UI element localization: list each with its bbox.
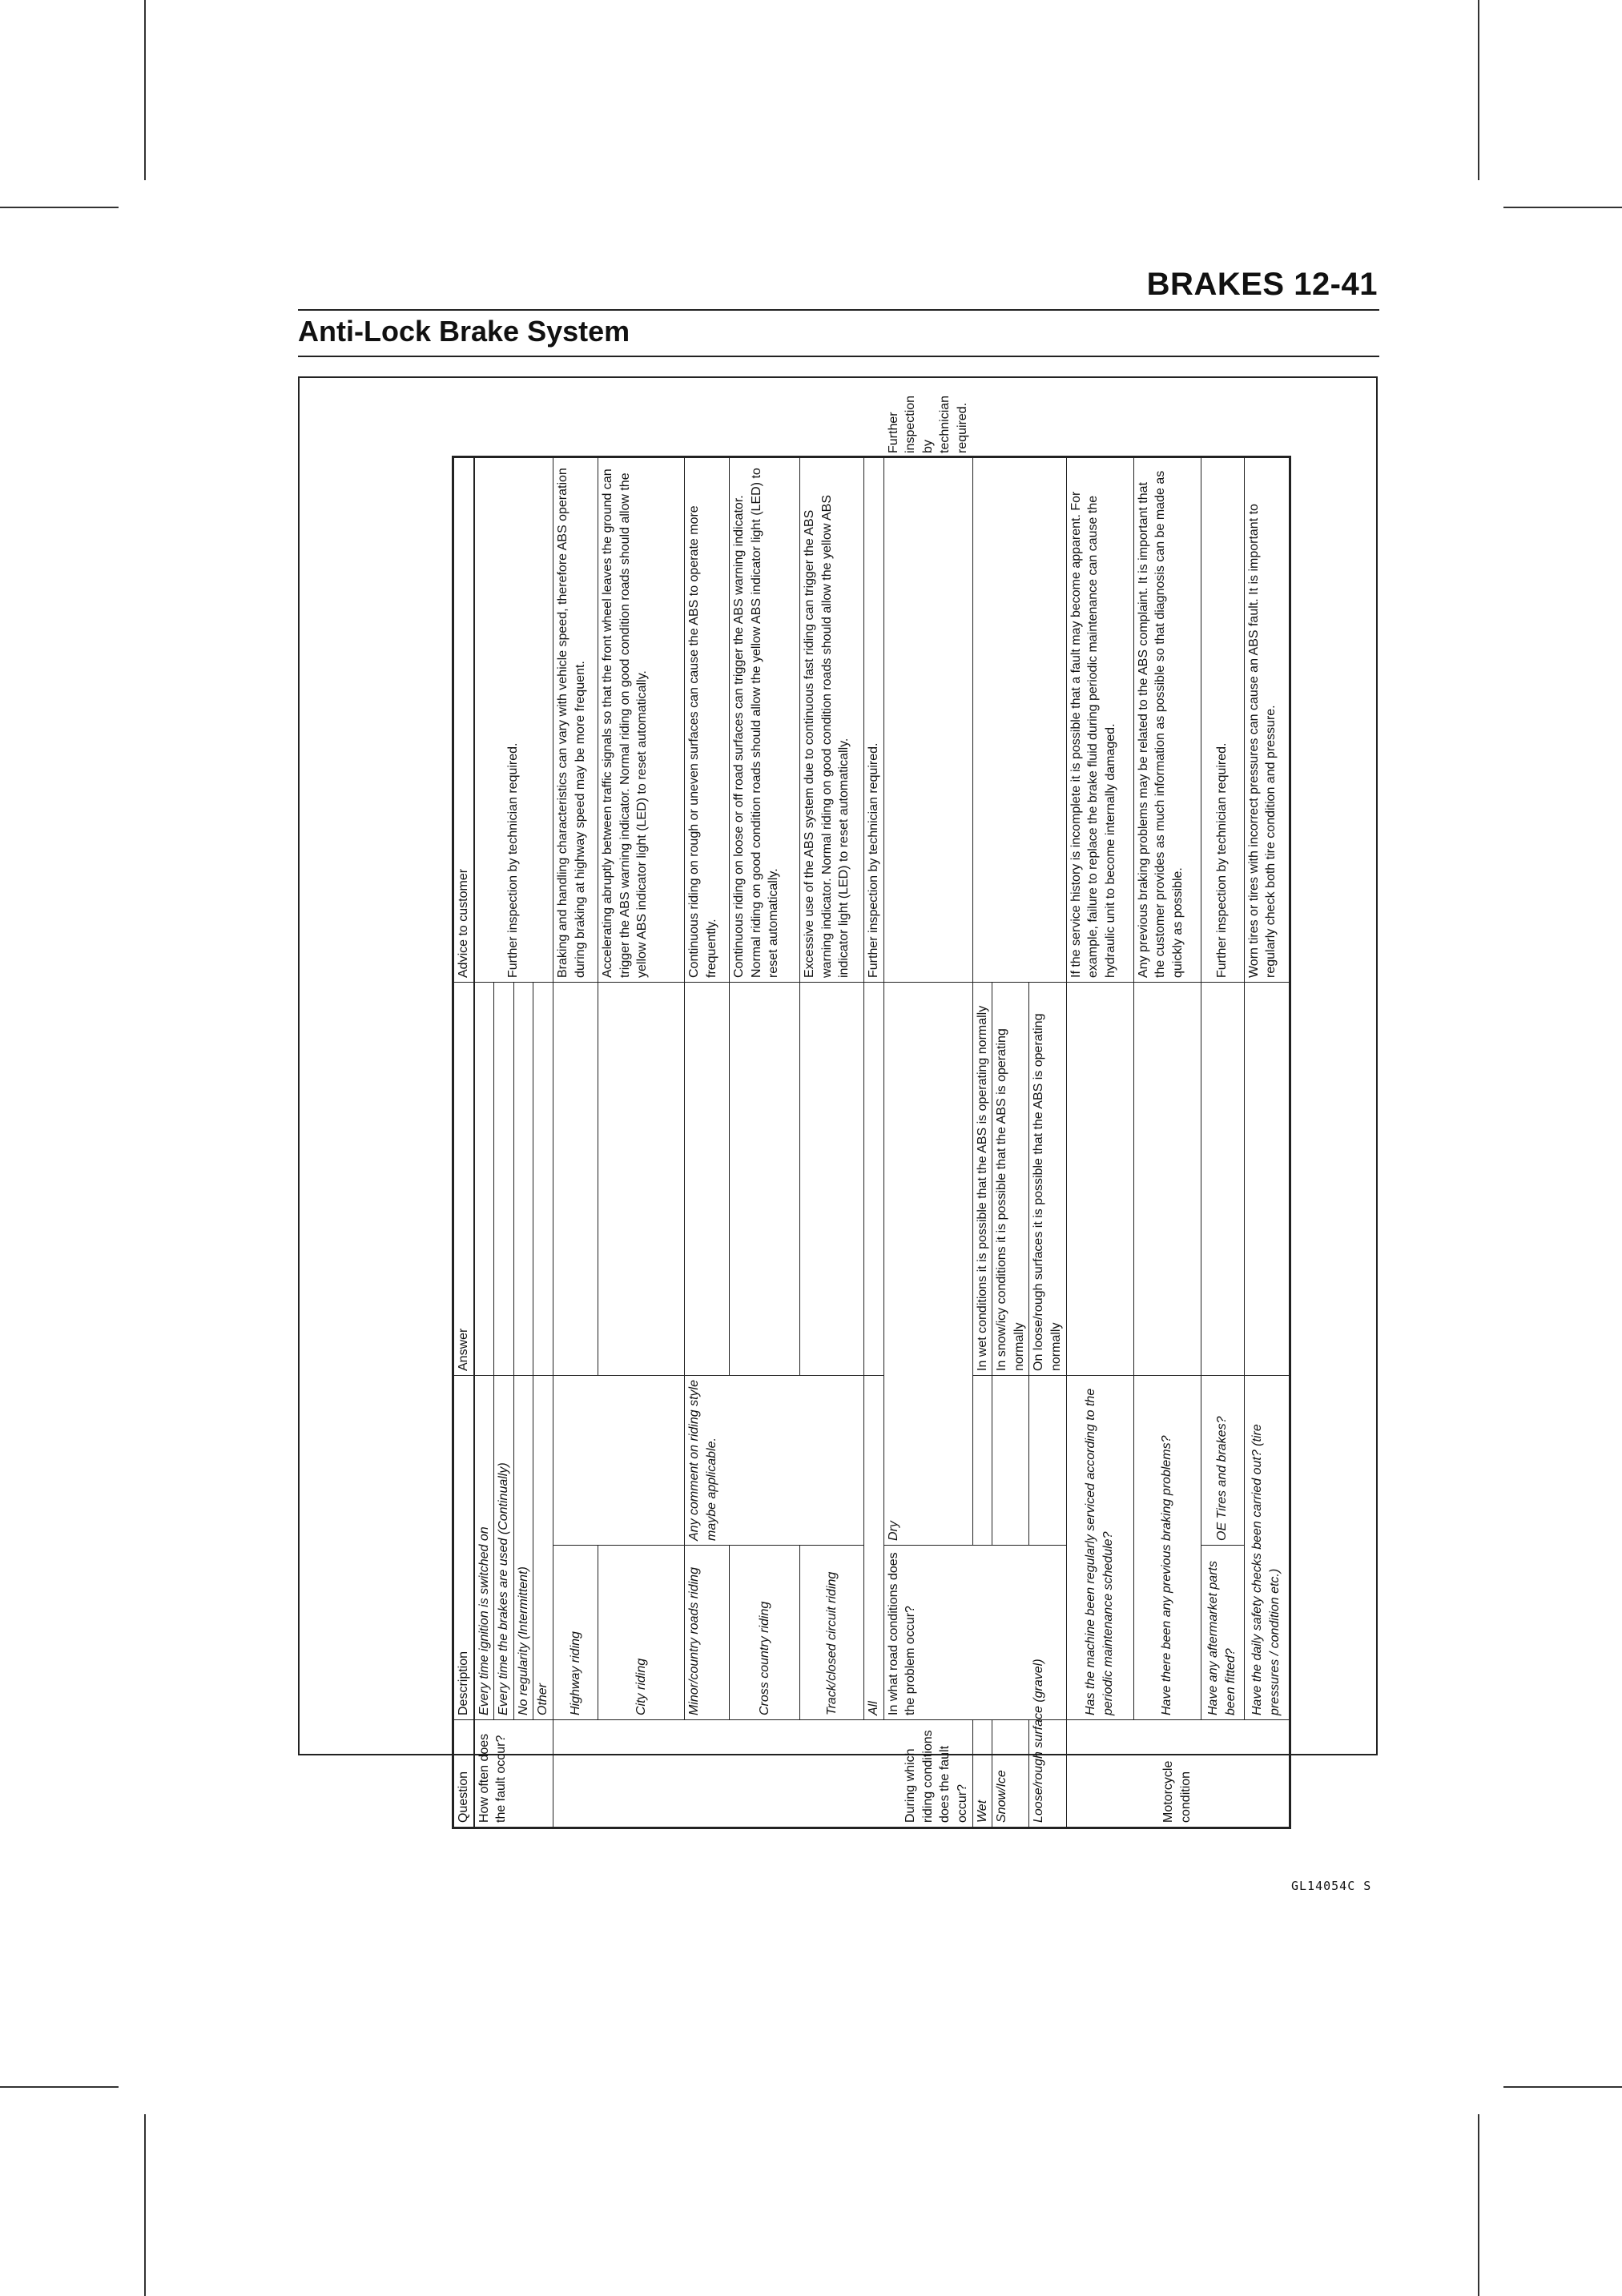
question-cell: How often does the fault occur? bbox=[474, 1720, 553, 1828]
table-row bbox=[799, 458, 863, 1828]
table-row bbox=[863, 458, 883, 1828]
riding-style-comment: Any comment on riding style maybe applicable. bbox=[684, 1376, 863, 1546]
figure-id: GL14054C S bbox=[1291, 1879, 1372, 1893]
description-cell: Highway riding bbox=[553, 1546, 598, 1720]
table-row: In what road conditions does the problem occur? Dry Further inspection by technician required. bbox=[883, 458, 972, 1828]
description-cell: Cross country riding bbox=[729, 1546, 799, 1720]
question-cell: Motorcycle condition bbox=[1066, 1720, 1289, 1828]
title-rule bbox=[298, 356, 1379, 357]
answer-cell[interactable] bbox=[729, 983, 799, 1376]
table-row bbox=[1066, 458, 1133, 1828]
answer-cell[interactable] bbox=[684, 983, 729, 1376]
table-row bbox=[684, 458, 729, 1828]
page-title: Anti-Lock Brake System bbox=[298, 315, 630, 348]
table-row bbox=[474, 458, 494, 1828]
answer-cell[interactable] bbox=[863, 983, 883, 1376]
question-cell: During which riding conditions does the fault occur? bbox=[553, 1720, 972, 1828]
advice-cell: If the service history is incomplete it is possible that a fault may become apparent. For example, failure to replace the brake fluid during periodic maintenance can cause the hydraulic unit to become internally damaged. bbox=[1066, 458, 1133, 983]
advice-cell: Further inspection by technician required. bbox=[1201, 458, 1244, 983]
question-cell: In what road conditions does the problem occur? bbox=[883, 1546, 1066, 1720]
header-description: Description bbox=[454, 1376, 474, 1720]
description-cell: Has the machine been regularly serviced according to the periodic maintenance schedule? bbox=[1066, 1376, 1133, 1720]
description-cell: Have the daily safety checks been carried out? (tire pressures / condition etc.) bbox=[1244, 1376, 1289, 1720]
advice-cell: Braking and handling characteristics can vary with vehicle speed, therefore ABS operation during braking at highway speed may be more frequent. bbox=[553, 458, 598, 983]
answer-cell[interactable] bbox=[1201, 983, 1244, 1376]
advice-cell: In wet conditions it is possible that the ABS is operating normally bbox=[972, 983, 992, 1376]
advice-cell: Continuous riding on rough or uneven surfaces can cause the ABS to operate more frequently. bbox=[684, 458, 729, 983]
answer-cell[interactable] bbox=[1244, 983, 1289, 1376]
description-cell: All bbox=[863, 1376, 883, 1720]
description-cell: City riding bbox=[598, 1546, 684, 1720]
table-row bbox=[1244, 458, 1289, 1828]
header-rule bbox=[298, 309, 1379, 311]
description-extra-cell bbox=[553, 1376, 598, 1546]
crop-mark bbox=[1478, 2114, 1479, 2296]
advice-cell: Further inspection by technician required. bbox=[863, 458, 883, 983]
table-row bbox=[729, 458, 799, 1828]
description-extra-cell bbox=[598, 1376, 684, 1546]
description-cell: Have any aftermarket parts been fitted? bbox=[1201, 1546, 1244, 1720]
description-cell: Track/closed circuit riding bbox=[799, 1546, 863, 1720]
answer-cell[interactable] bbox=[1029, 1376, 1066, 1546]
answer-cell[interactable] bbox=[513, 983, 533, 1376]
answer-cell[interactable] bbox=[972, 1376, 992, 1546]
answer-cell[interactable] bbox=[992, 1376, 1029, 1546]
rotated-table-wrapper bbox=[453, 395, 1282, 1828]
abs-questionnaire-table bbox=[453, 395, 1290, 1828]
table-row bbox=[1201, 458, 1244, 1828]
description-cell: Have there been any previous braking problems? bbox=[1133, 1376, 1201, 1720]
header-question: Question bbox=[454, 1720, 474, 1828]
table-row bbox=[1133, 458, 1201, 1828]
description-cell: No regularity (Intermittent) bbox=[513, 1376, 533, 1720]
answer-cell[interactable] bbox=[494, 983, 514, 1376]
description-cell: Loose/rough surface (gravel) bbox=[1029, 1546, 1066, 1828]
table-row bbox=[553, 458, 598, 1828]
advice-cell: Further inspection by technician required. bbox=[474, 458, 553, 983]
answer-cell[interactable] bbox=[474, 983, 494, 1376]
answer-cell[interactable] bbox=[598, 983, 684, 1376]
crop-mark bbox=[0, 207, 119, 208]
answer-cell[interactable] bbox=[883, 458, 972, 983]
header-advice: Advice to customer bbox=[454, 458, 474, 983]
answer-cell[interactable] bbox=[1133, 983, 1201, 1376]
table-row bbox=[972, 458, 992, 1828]
description-cell: Snow/Ice bbox=[992, 1546, 1029, 1828]
description-cell: Minor/country roads riding bbox=[684, 1546, 729, 1720]
advice-cell: In snow/icy conditions it is possible that the ABS is operating normally bbox=[992, 983, 1029, 1376]
table-row bbox=[992, 458, 1029, 1828]
table-row bbox=[1029, 458, 1066, 1828]
description-cell: Wet bbox=[972, 1546, 992, 1828]
description-extra-cell: OE Tires and brakes? bbox=[1201, 1376, 1244, 1546]
advice-cell: Accelerating abruptly between traffic signals so that the front wheel leaves the ground can trigger the ABS warning indicator. Normal riding on good condition roads should allow the yellow ABS indicator light (LED) to reset automatically. bbox=[598, 458, 684, 983]
crop-mark bbox=[0, 2086, 119, 2088]
crop-mark bbox=[1503, 207, 1622, 208]
answer-cell[interactable] bbox=[533, 983, 553, 1376]
advice-cell: On loose/rough surfaces it is possible that the ABS is operating normally bbox=[1029, 983, 1066, 1376]
answer-cell[interactable] bbox=[1066, 983, 1133, 1376]
advice-cell: Excessive use of the ABS system due to continuous fast riding can trigger the ABS warning indicator. Normal riding on good condition roads should allow the yellow ABS indicator light (LED) to reset automatically. bbox=[799, 458, 863, 983]
advice-cell: Continuous riding on loose or off road surfaces can trigger the ABS warning indicator. Normal riding on good condition roads should allow the yellow ABS indicator light (LED) to reset automatically. bbox=[729, 458, 799, 983]
advice-cell: Any previous braking problems may be related to the ABS complaint. It is important that the customer provides as much information as possible so that diagnosis can be made as quickly as possible. bbox=[1133, 458, 1201, 983]
table-row bbox=[598, 458, 684, 1828]
description-cell: Other bbox=[533, 1376, 553, 1720]
table-header-row bbox=[454, 458, 474, 1828]
crop-mark bbox=[144, 2114, 146, 2296]
description-cell: Every time the brakes are used (Continually) bbox=[494, 1376, 514, 1720]
description-cell: Every time ignition is switched on bbox=[474, 1376, 494, 1720]
description-cell: Dry bbox=[883, 983, 972, 1546]
answer-cell[interactable] bbox=[553, 983, 598, 1376]
header-answer: Answer bbox=[454, 983, 474, 1376]
page-section-number: BRAKES 12-41 bbox=[1146, 267, 1378, 302]
crop-mark bbox=[1503, 2086, 1622, 2088]
advice-cell: Worn tires or tires with incorrect pressures can cause an ABS fault. It is important to regularly check both tire condition and pressure. bbox=[1244, 458, 1289, 983]
crop-mark bbox=[1478, 0, 1479, 180]
answer-cell[interactable] bbox=[799, 983, 863, 1376]
crop-mark bbox=[144, 0, 146, 180]
